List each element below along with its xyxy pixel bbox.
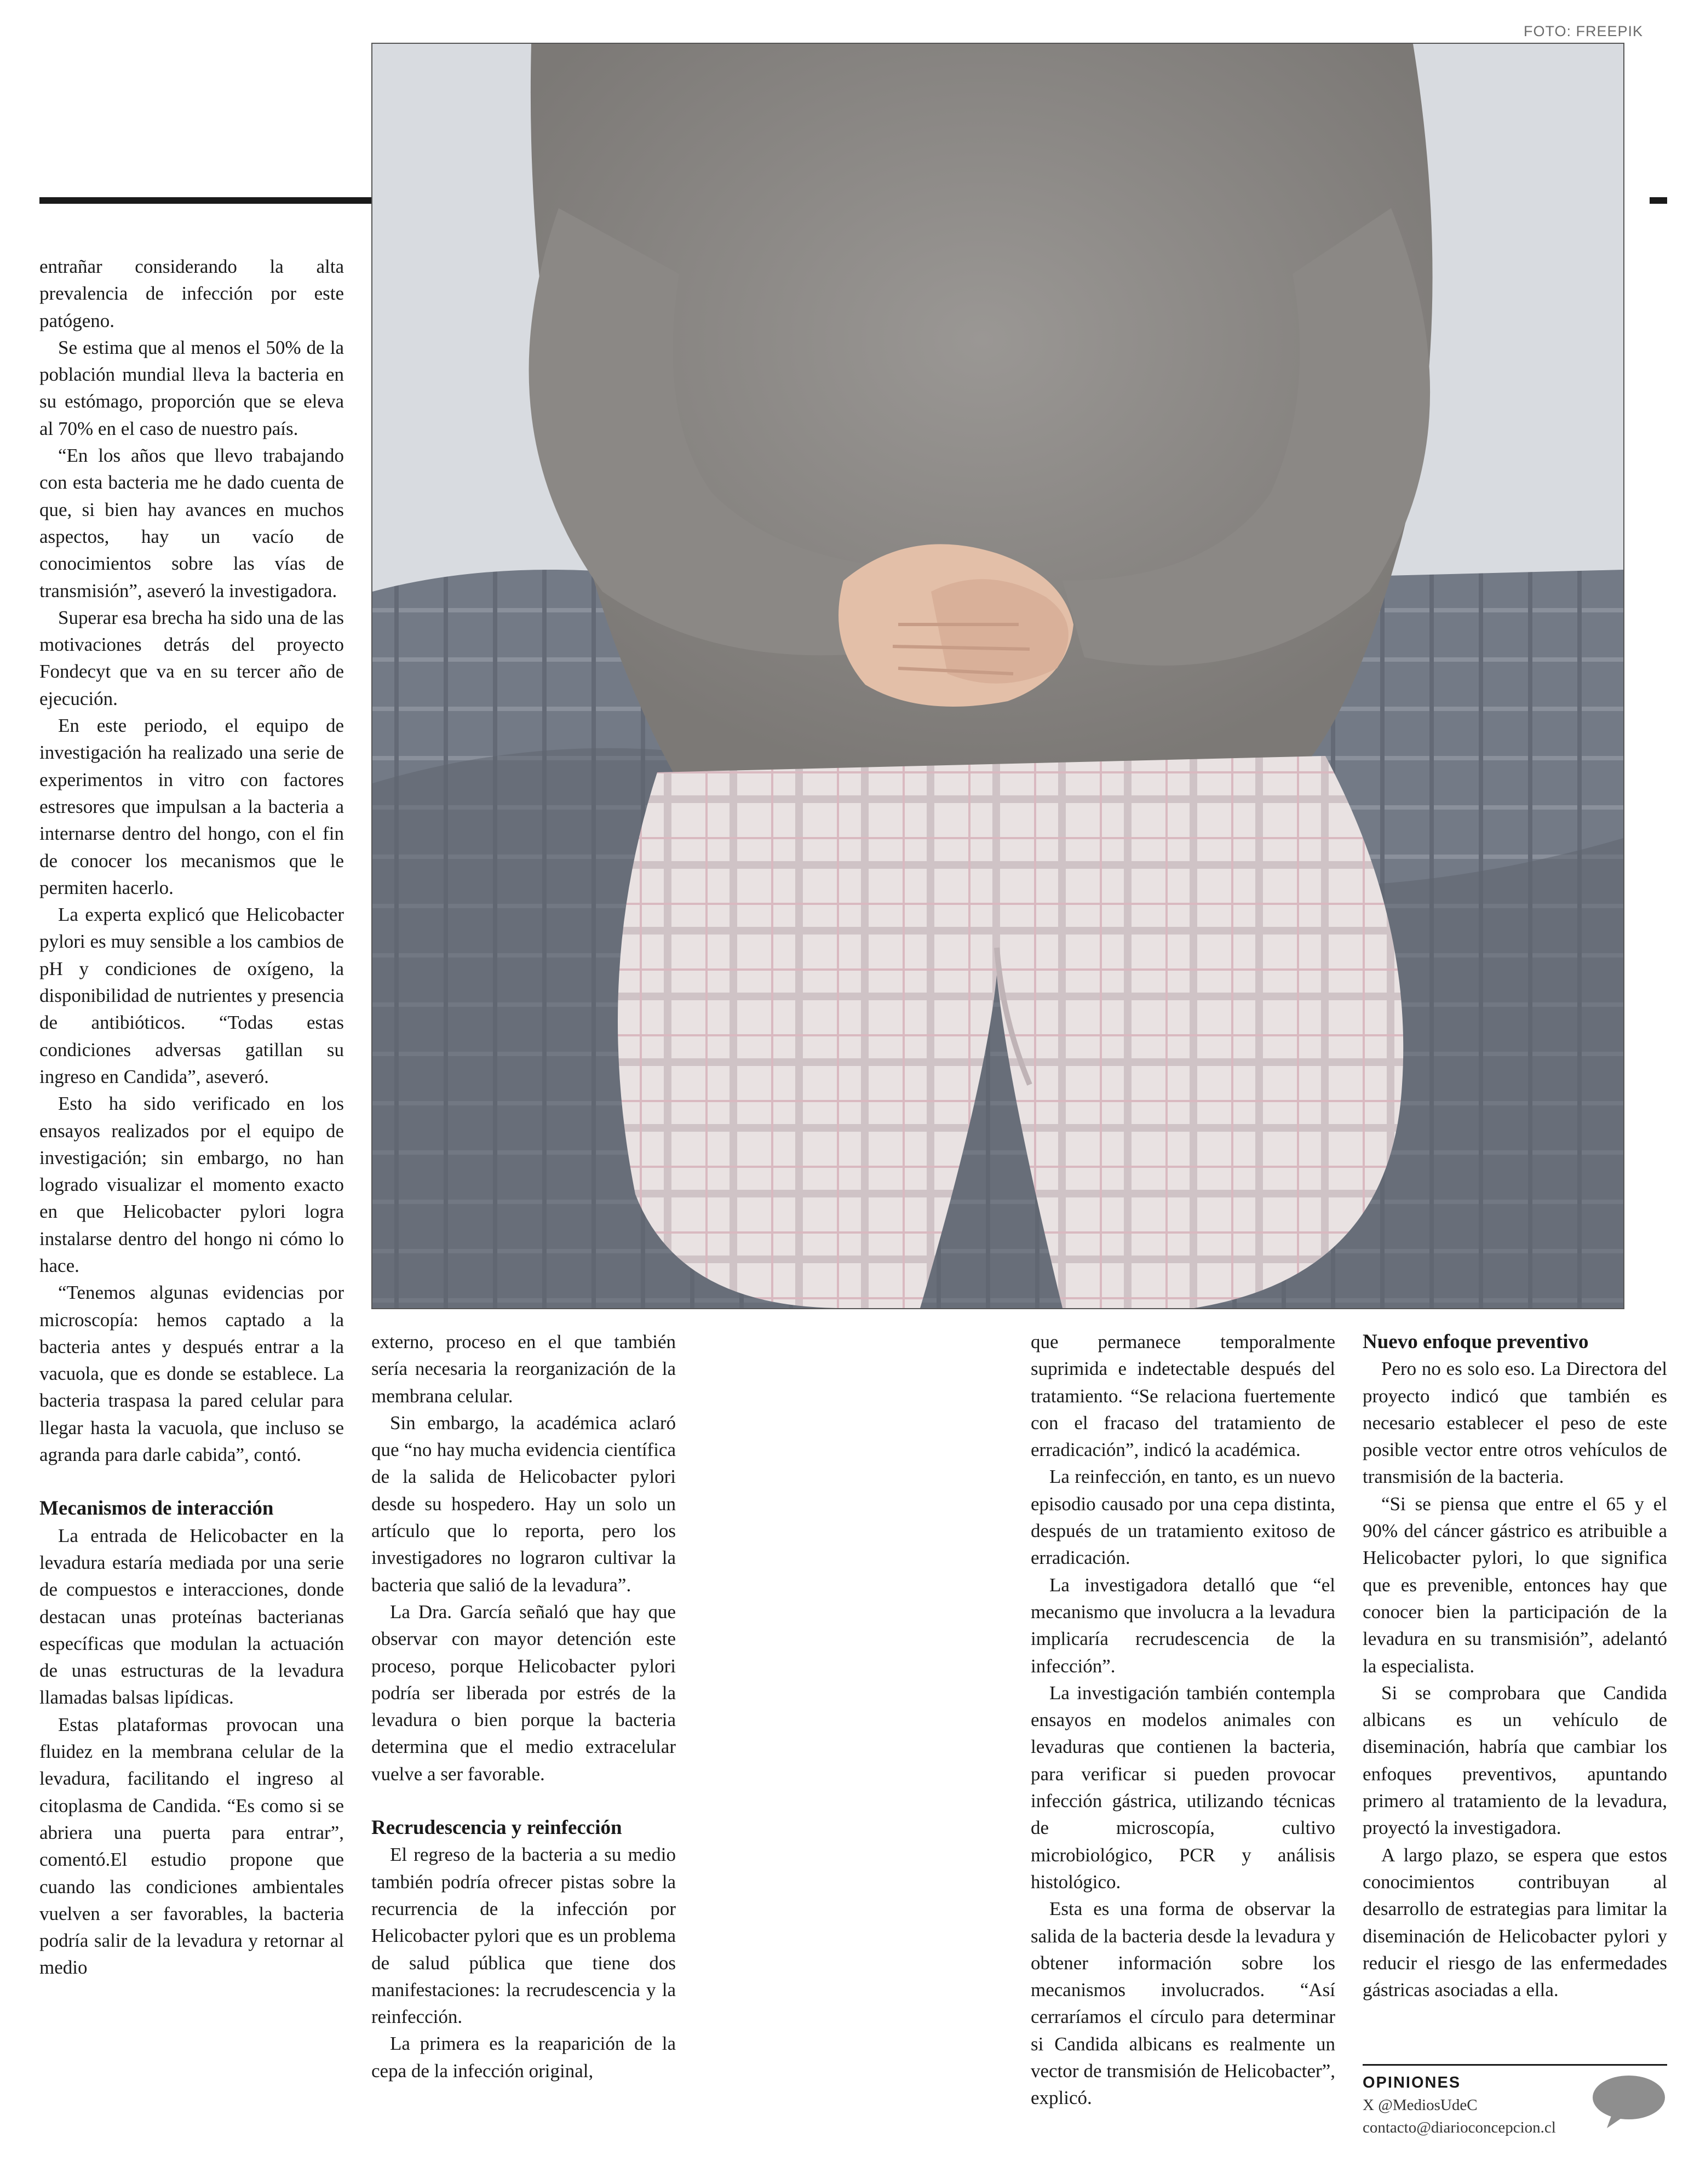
body-paragraph: La entrada de Helicobacter en la levadura estaría mediada por una serie de compuestos e interacciones, donde destacan unas proteínas bacterianas específicas que modulan la actuación de unas estructuras de la levadura llamadas balsas lipídicas.: [39, 1524, 344, 1709]
photo-illustration: [372, 44, 1623, 1308]
body-paragraph: Estas plataformas provocan una fluidez en la membrana celular de la levadura, facilitando el ingreso al citoplasma de Candida. “Es como si se abriera una puerta para entrar”, comentó.El estudio propone que cuando las condiciones ambientales vuelven a ser favorables, la bacteria podría salir de la levadura y retornar al medio: [39, 1713, 344, 1979]
contact-email[interactable]: contacto@diarioconcepcion.cl: [1363, 2119, 1556, 2136]
body-paragraph: que permanece temporalmente suprimida e indetectable después del tratamiento. “Se relaciona fuertemente con el fracaso del tratamiento de erradicación”, indicó la académica.: [1031, 1331, 1335, 1461]
body-paragraph: Sin embargo, la académica aclaró que “no hay mucha evidencia científica de la salida de Helicobacter pylori desde su hospedero. Hay un solo un artículo que lo reporta, pero los investigadores no lograron cultivar la bacteria que salió de la levadura”.: [371, 1412, 676, 1596]
section-rule-right: [1650, 197, 1667, 204]
body-paragraph: entrañar considerando la alta prevalencia de infección por este patógeno.: [39, 256, 344, 331]
body-paragraph: La investigación también contempla ensayos en modelos animales con levaduras que contienen la bacteria, para verificar si pueden provocar infección gástrica, utilizando técnicas de microscopía, cultivo microbiológico, PCR y análisis histológico.: [1031, 1682, 1335, 1893]
body-paragraph: externo, proceso en el que también sería necesaria la reorganización de la membrana celular.: [371, 1331, 676, 1407]
body-paragraph: La investigadora detalló que “el mecanismo que involucra a la levadura implicaría recrudescencia de la infección”.: [1031, 1574, 1335, 1677]
section-rule-left: [39, 197, 375, 204]
article-column-3: [1031, 1328, 1335, 2112]
body-paragraph: A largo plazo, se espera que estos conocimientos contribuyan al desarrollo de estrategias para limitar la diseminación de Helicobacter pylori y reducir el riesgo de las enfermedades gástricas asociadas a ella.: [1363, 1844, 1667, 2001]
speech-bubble-icon: [1590, 2074, 1667, 2129]
body-paragraph: La primera es la reaparición de la cepa de la infección original,: [371, 2033, 676, 2082]
body-paragraph: Esto ha sido verificado en los ensayos realizados por el equipo de investigación; sin embargo, no han logrado visualizar el momento exacto en que Helicobacter pylori logra instalarse dentro del hongo ni cómo lo hace.: [39, 1093, 344, 1276]
body-paragraph: La experta explicó que Helicobacter pylori es muy sensible a los cambios de pH y condiciones de oxígeno, la disponibilidad de nutrientes y presencia de antibióticos. “Todas estas condiciones adversas gatillan su ingreso en Candida”, aseveró.: [39, 904, 344, 1087]
body-paragraph: Si se comprobara que Candida albicans es un vehículo de diseminación, habría que cambiar los enfoques preventivos, apuntando primero al tratamiento de la levadura, proyectó la investigadora.: [1363, 1682, 1667, 1839]
body-paragraph: El regreso de la bacteria a su medio también podría ofrecer pistas sobre la recurrencia de la infección por Helicobacter pylori que es un problema de salud pública que tiene dos manifestaciones: la recrudescencia y la reinfección.: [371, 1844, 676, 2028]
body-paragraph: Esta es una forma de observar la salida de la bacteria desde la levadura y obtener información sobre los mecanismos involucrados. “Así cerraríamos el círculo para determinar si Candida albicans es realmente un vector de transmisión de Helicobacter”, explicó.: [1031, 1898, 1335, 2109]
subheading-nuevo-enfoque: Nuevo enfoque preventivo: [1363, 1331, 1589, 1353]
main-photo: [371, 43, 1624, 1309]
social-handle[interactable]: X @MediosUdeC: [1363, 2096, 1478, 2114]
body-paragraph: Se estima que al menos el 50% de la población mundial lleva la bacteria en su estómago, proporción que se eleva al 70% en el caso de nuestro país.: [39, 336, 344, 439]
body-paragraph: La reinfección, en tanto, es un nuevo episodio causado por una cepa distinta, después de un tratamiento exitoso de erradicación.: [1031, 1466, 1335, 1569]
article-column-1: [39, 253, 344, 1981]
subheading-recrudescencia: Recrudescencia y reinfección: [371, 1816, 622, 1839]
photo-credit: FOTO: FREEPIK: [1523, 23, 1643, 39]
body-paragraph: “Si se piensa que entre el 65 y el 90% del cáncer gástrico es atribuible a Helicobacter pylori, lo que significa que es prevenible, entonces hay que conocer bien la participación de la levadura en su transmisión”, adelantó la especialista.: [1363, 1493, 1667, 1677]
body-paragraph: En este periodo, el equipo de investigación ha realizado una serie de experimentos in vitro con factores estresores que impulsan a la bacteria a internarse dentro del hongo, con el fin de conocer los mecanismos que le permiten hacerlo.: [39, 715, 344, 898]
article-column-4: [1363, 1328, 1667, 2003]
body-paragraph: Superar esa brecha ha sido una de las motivaciones detrás del proyecto Fondecyt que va en su tercer año de ejecución.: [39, 606, 344, 709]
opinions-box: [1363, 2064, 1667, 2139]
opinions-label: OPINIONES: [1363, 2074, 1461, 2091]
subheading-mecanismos: Mecanismos de interacción: [39, 1497, 274, 1520]
body-paragraph: “En los años que llevo trabajando con esta bacteria me he dado cuenta de que, si bien hay avances en muchos aspectos, hay un vacío de conocimientos sobre las vías de transmisión”, aseveró la investigadora.: [39, 445, 344, 601]
body-paragraph: “Tenemos algunas evidencias por microscopía: hemos captado a la bacteria antes y después entrar a la vacuola, que es donde se establece. La bacteria traspasa la pared celular para llegar hasta la vacuola, que incluso se agranda para darle cabida”, contó.: [39, 1282, 344, 1466]
body-paragraph: La Dra. García señaló que hay que observar con mayor detención este proceso, porque Helicobacter pylori podría ser liberada por estrés de la levadura o bien porque la bacteria determina que el medio extracelular vuelve a ser favorable.: [371, 1601, 676, 1785]
article-column-2: [371, 1328, 676, 2084]
body-paragraph: Pero no es solo eso. La Directora del proyecto indicó que también es necesario establecer el peso de este posible vector entre otros vehículos de transmisión de la bacteria.: [1363, 1358, 1667, 1488]
